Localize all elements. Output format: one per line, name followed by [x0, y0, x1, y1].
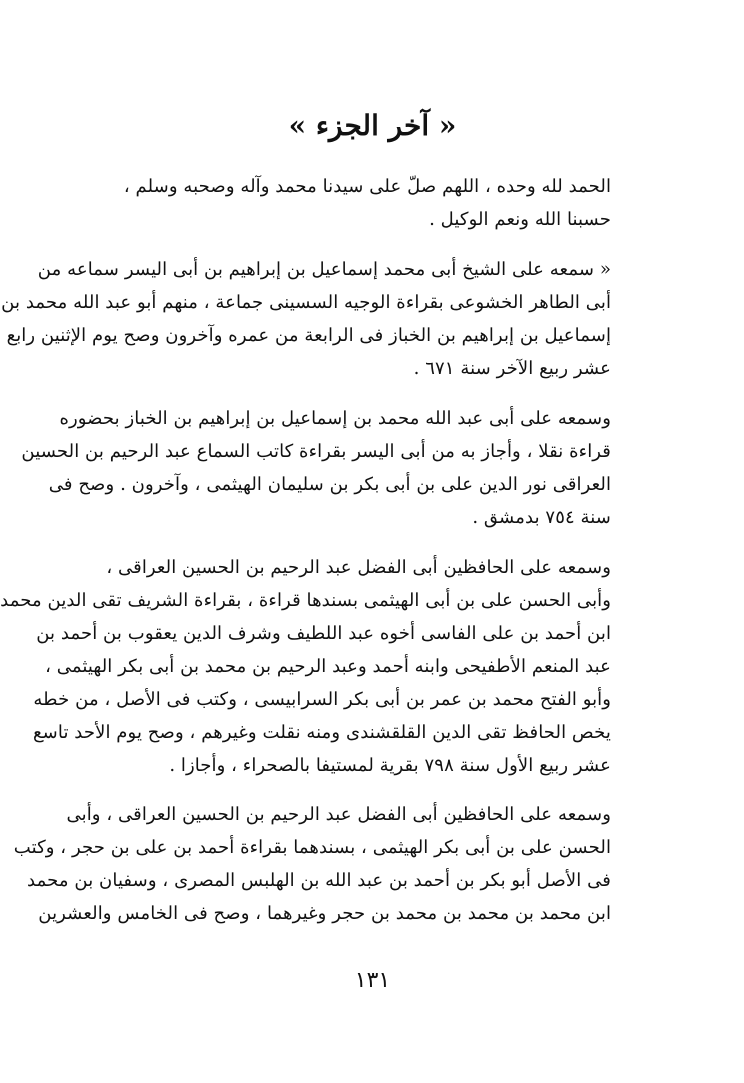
paragraph	[1, 253, 651, 385]
text-line: الحمد لله وحده ، اللهم صلّ على سيدنا محمد وآله وصحبه وسلم ،	[123, 176, 611, 197]
text-line: فى الأصل أبو بكر بن أحمد بن عبد الله بن الهلبس المصرى ، وسفيان بن محمد	[27, 870, 611, 891]
text-line: عشر ربيع الأول سنة ٧٩٨ بقرية لمستيفا بالصحراء ، وأجازا .	[169, 755, 611, 776]
paragraph	[83, 170, 651, 236]
section-title: « آخر الجزء »	[288, 109, 457, 142]
text-line: وسمعه على الحافظين أبى الفضل عبد الرحيم بن الحسين العراقى ،	[106, 557, 611, 578]
text-line: ابن أحمد بن على الفاسى أخوه عبد اللطيف وشرف الدين يعقوب بن أحمد بن	[36, 623, 611, 644]
text-line: سنة ٧٥٤ بدمشق .	[472, 507, 611, 528]
page-number: ١٣١	[354, 968, 391, 993]
text-line: وأبى الحسن على بن أبى الهيثمى بسندها قراءة ، بقراءة الشريف تقى الدين محمد	[0, 590, 611, 611]
paragraph	[13, 798, 651, 930]
text-line: الحسن على بن أبى بكر الهيثمى ، بسندهما بقراءة أحمد بن على بن حجر ، وكتب	[13, 837, 611, 858]
text-line: وسمعه على أبى عبد الله محمد بن إسماعيل بن إبراهيم بن الخباز بحضوره	[59, 408, 611, 429]
text-line: حسبنا الله ونعم الوكيل .	[429, 209, 611, 230]
text-line: يخص الحافظ تقى الدين القلقشندى ومنه نقلت وغيرهم ، وصح يوم الأحد تاسع	[33, 722, 611, 743]
book-page	[1, 0, 744, 1083]
text-line: وأبو الفتح محمد بن عمر بن أبى بكر السرابيسى ، وكتب فى الأصل ، من خطه	[33, 689, 611, 710]
text-line: ابن محمد بن محمد بن محمد بن حجر وغيرهما ، وصح فى الخامس والعشرين	[38, 903, 611, 924]
text-line: « سمعه على الشيخ أبى محمد إسماعيل بن إبراهيم بن أبى اليسر سماعه من	[37, 259, 611, 280]
paragraph	[0, 551, 651, 782]
text-line: أبى الطاهر الخشوعى بقراءة الوجيه السسينى جماعة ، منهم أبو عبد الله محمد بن	[1, 292, 611, 313]
text-line: عبد المنعم الأطفيحى وابنه أحمد وعبد الرحيم بن محمد بن أبى بكر الهيثمى ،	[45, 656, 611, 677]
body-text	[0, 170, 651, 947]
text-line: إسماعيل بن إبراهيم بن الخباز فى الرابعة من عمره وآخرون وصح يوم الإثنين رابع	[6, 325, 611, 346]
paragraph	[21, 402, 651, 534]
text-line: عشر ربيع الآخر سنة ٦٧١ .	[413, 358, 611, 379]
text-line: العراقى نور الدين على بن أبى بكر بن سليمان الهيثمى ، وآخرون . وصح فى	[48, 474, 611, 495]
text-line: وسمعه على الحافظين أبى الفضل عبد الرحيم بن الحسين العراقى ، وأبى	[66, 804, 611, 825]
text-line: قراءة نقلا ، وأجاز به من أبى اليسر بقراءة كاتب السماع عبد الرحيم بن الحسين	[21, 441, 611, 462]
